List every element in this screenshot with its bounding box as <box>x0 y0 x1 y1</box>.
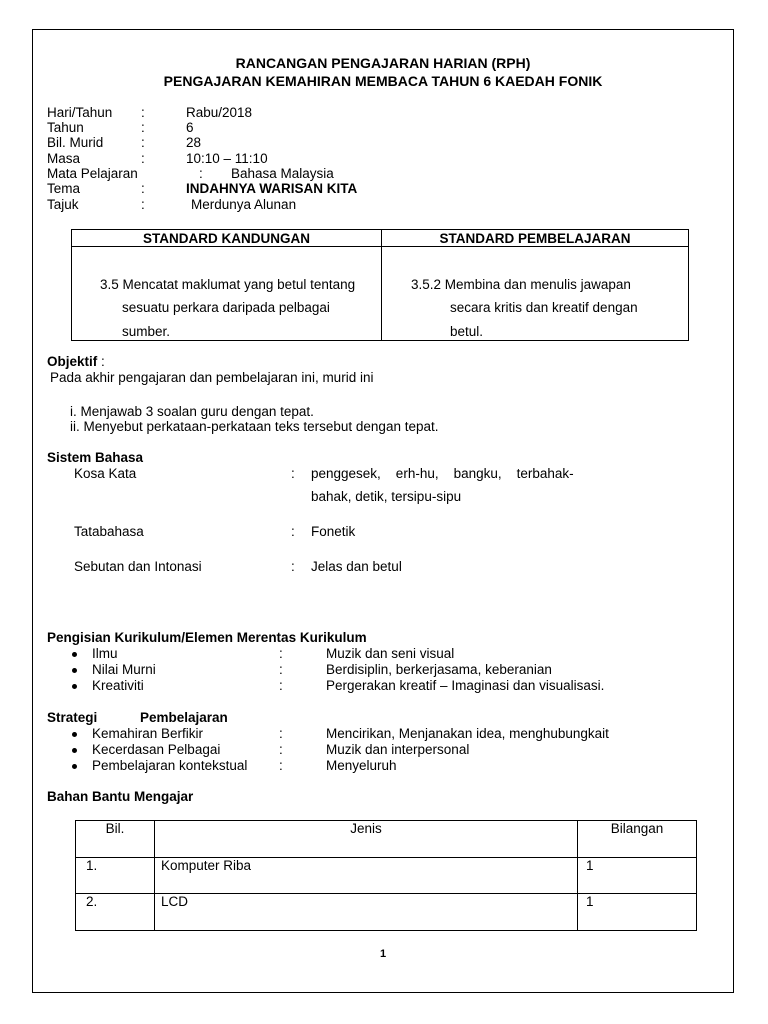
standard-kandungan-header: STANDARD KANDUNGAN <box>72 230 382 247</box>
strategi-sep: : <box>279 742 283 757</box>
bahan-cell-bil: 2. <box>76 894 155 931</box>
standard-pembelajaran-line: 3.5.2 Membina dan menulis jawapan <box>411 277 631 292</box>
info-label-tahun: Tahun <box>47 120 84 135</box>
bullet-icon <box>72 668 77 673</box>
bahan-cell-jenis: Komputer Riba <box>155 858 578 894</box>
bahan-header-bil: Bil. <box>76 821 155 858</box>
info-value-bil-murid: 28 <box>186 135 202 150</box>
standard-pembelajaran-line: secara kritis dan kreatif dengan <box>450 300 638 315</box>
strategi-value: Menyeluruh <box>326 758 397 773</box>
info-sep: : <box>141 135 145 150</box>
strategi-value: Mencirikan, Menjanakan idea, menghubungkait <box>326 726 609 741</box>
document-title: RANCANGAN PENGAJARAN HARIAN (RPH) <box>235 55 531 71</box>
kosa-kata-label: Kosa Kata <box>74 466 137 481</box>
objektif-heading: Objektif : <box>47 354 105 369</box>
kurikulum-value: Berdisiplin, berkerjasama, keberanian <box>326 662 552 677</box>
info-value-tajuk: Merdunya Alunan <box>191 197 297 212</box>
tatabahasa-value: Fonetik <box>311 524 356 539</box>
bahan-header-bilangan: Bilangan <box>578 821 697 858</box>
strategi-sep: : <box>279 758 283 773</box>
bahan-table <box>75 820 697 931</box>
kurikulum-value: Muzik dan seni visual <box>326 646 455 661</box>
standard-pembelajaran-line: betul. <box>450 324 484 339</box>
info-value-hari: Rabu/2018 <box>186 105 253 120</box>
bullet-icon <box>72 652 77 657</box>
info-value-mata-pelajaran: Bahasa Malaysia <box>231 166 334 181</box>
bahan-heading: Bahan Bantu Mengajar <box>47 789 194 804</box>
standard-kandungan-cell <box>72 247 382 341</box>
strategi-heading: Strategi <box>47 710 98 725</box>
kurikulum-heading: Pengisian Kurikulum/Elemen Merentas Kurikulum <box>47 630 367 645</box>
bullet-icon <box>72 732 77 737</box>
pembelajaran-heading: Pembelajaran <box>140 710 228 725</box>
sebutan-value: Jelas dan betul <box>311 559 402 574</box>
objektif-intro: Pada akhir pengajaran dan pembelajaran ini, murid ini <box>50 370 374 385</box>
standard-pembelajaran-header: STANDARD PEMBELAJARAN <box>382 230 689 247</box>
sebutan-label: Sebutan dan Intonasi <box>74 559 202 574</box>
document-page <box>32 29 734 993</box>
bullet-icon <box>72 764 77 769</box>
info-value-tahun: 6 <box>186 120 194 135</box>
info-label-bil-murid: Bil. Murid <box>47 135 104 150</box>
standard-kandungan-line: sumber. <box>122 324 171 339</box>
info-sep: : <box>141 151 145 166</box>
sistem-bahasa-heading: Sistem Bahasa <box>47 450 144 465</box>
standards-table <box>71 229 689 341</box>
bahan-header-jenis: Jenis <box>155 821 578 858</box>
page-number: 1 <box>379 948 387 960</box>
bullet-icon <box>72 748 77 753</box>
document-subtitle: PENGAJARAN KEMAHIRAN MEMBACA TAHUN 6 KAEDAH FONIK <box>163 73 603 89</box>
bahan-cell-bil: 1. <box>76 858 155 894</box>
info-sep: : <box>199 166 203 181</box>
info-sep: : <box>141 197 145 212</box>
info-value-masa: 10:10 – 11:10 <box>186 151 268 166</box>
kosa-kata-sep: : <box>291 466 295 481</box>
standard-kandungan-line: sesuatu perkara daripada pelbagai <box>122 300 330 315</box>
table-row <box>76 894 697 931</box>
info-sep: : <box>141 120 145 135</box>
info-label-tajuk: Tajuk <box>47 197 79 212</box>
strategi-label: Kemahiran Berfikir <box>92 726 204 741</box>
kosa-kata-value-cont: bahak, detik, tersipu-sipu <box>311 489 462 504</box>
strategi-sep: : <box>279 726 283 741</box>
objektif-item: i. Menjawab 3 soalan guru dengan tepat. <box>70 404 314 419</box>
info-sep: : <box>141 181 145 196</box>
standard-kandungan-line: 3.5 Mencatat maklumat yang betul tentang <box>100 277 356 292</box>
kosa-kata-value: penggesek, erh-hu, bangku, terbahak- <box>311 466 574 481</box>
tatabahasa-sep: : <box>291 524 295 539</box>
bahan-cell-bilangan: 1 <box>578 894 697 931</box>
info-label-mata-pelajaran: Mata Pelajaran <box>47 166 138 181</box>
kurikulum-label: Kreativiti <box>92 678 144 693</box>
info-label-tema: Tema <box>47 181 81 196</box>
info-value-tema: INDAHNYA WARISAN KITA <box>186 181 358 196</box>
kurikulum-sep: : <box>279 646 283 661</box>
info-sep: : <box>141 105 145 120</box>
standard-pembelajaran-cell <box>382 247 689 341</box>
bullet-icon <box>72 684 77 689</box>
bahan-cell-bilangan: 1 <box>578 858 697 894</box>
info-label-masa: Masa <box>47 151 81 166</box>
kurikulum-label: Nilai Murni <box>92 662 156 677</box>
strategi-label: Kecerdasan Pelbagai <box>92 742 221 757</box>
tatabahasa-label: Tatabahasa <box>74 524 144 539</box>
kurikulum-value: Pergerakan kreatif – Imaginasi dan visualisasi. <box>326 678 605 693</box>
kurikulum-label: Ilmu <box>92 646 118 661</box>
table-row <box>76 858 697 894</box>
kurikulum-sep: : <box>279 678 283 693</box>
info-label-hari: Hari/Tahun <box>47 105 113 120</box>
bahan-cell-jenis: LCD <box>155 894 578 931</box>
objektif-item: ii. Menyebut perkataan-perkataan teks tersebut dengan tepat. <box>70 419 439 434</box>
strategi-label: Pembelajaran kontekstual <box>92 758 248 773</box>
kurikulum-sep: : <box>279 662 283 677</box>
strategi-value: Muzik dan interpersonal <box>326 742 470 757</box>
sebutan-sep: : <box>291 559 295 574</box>
